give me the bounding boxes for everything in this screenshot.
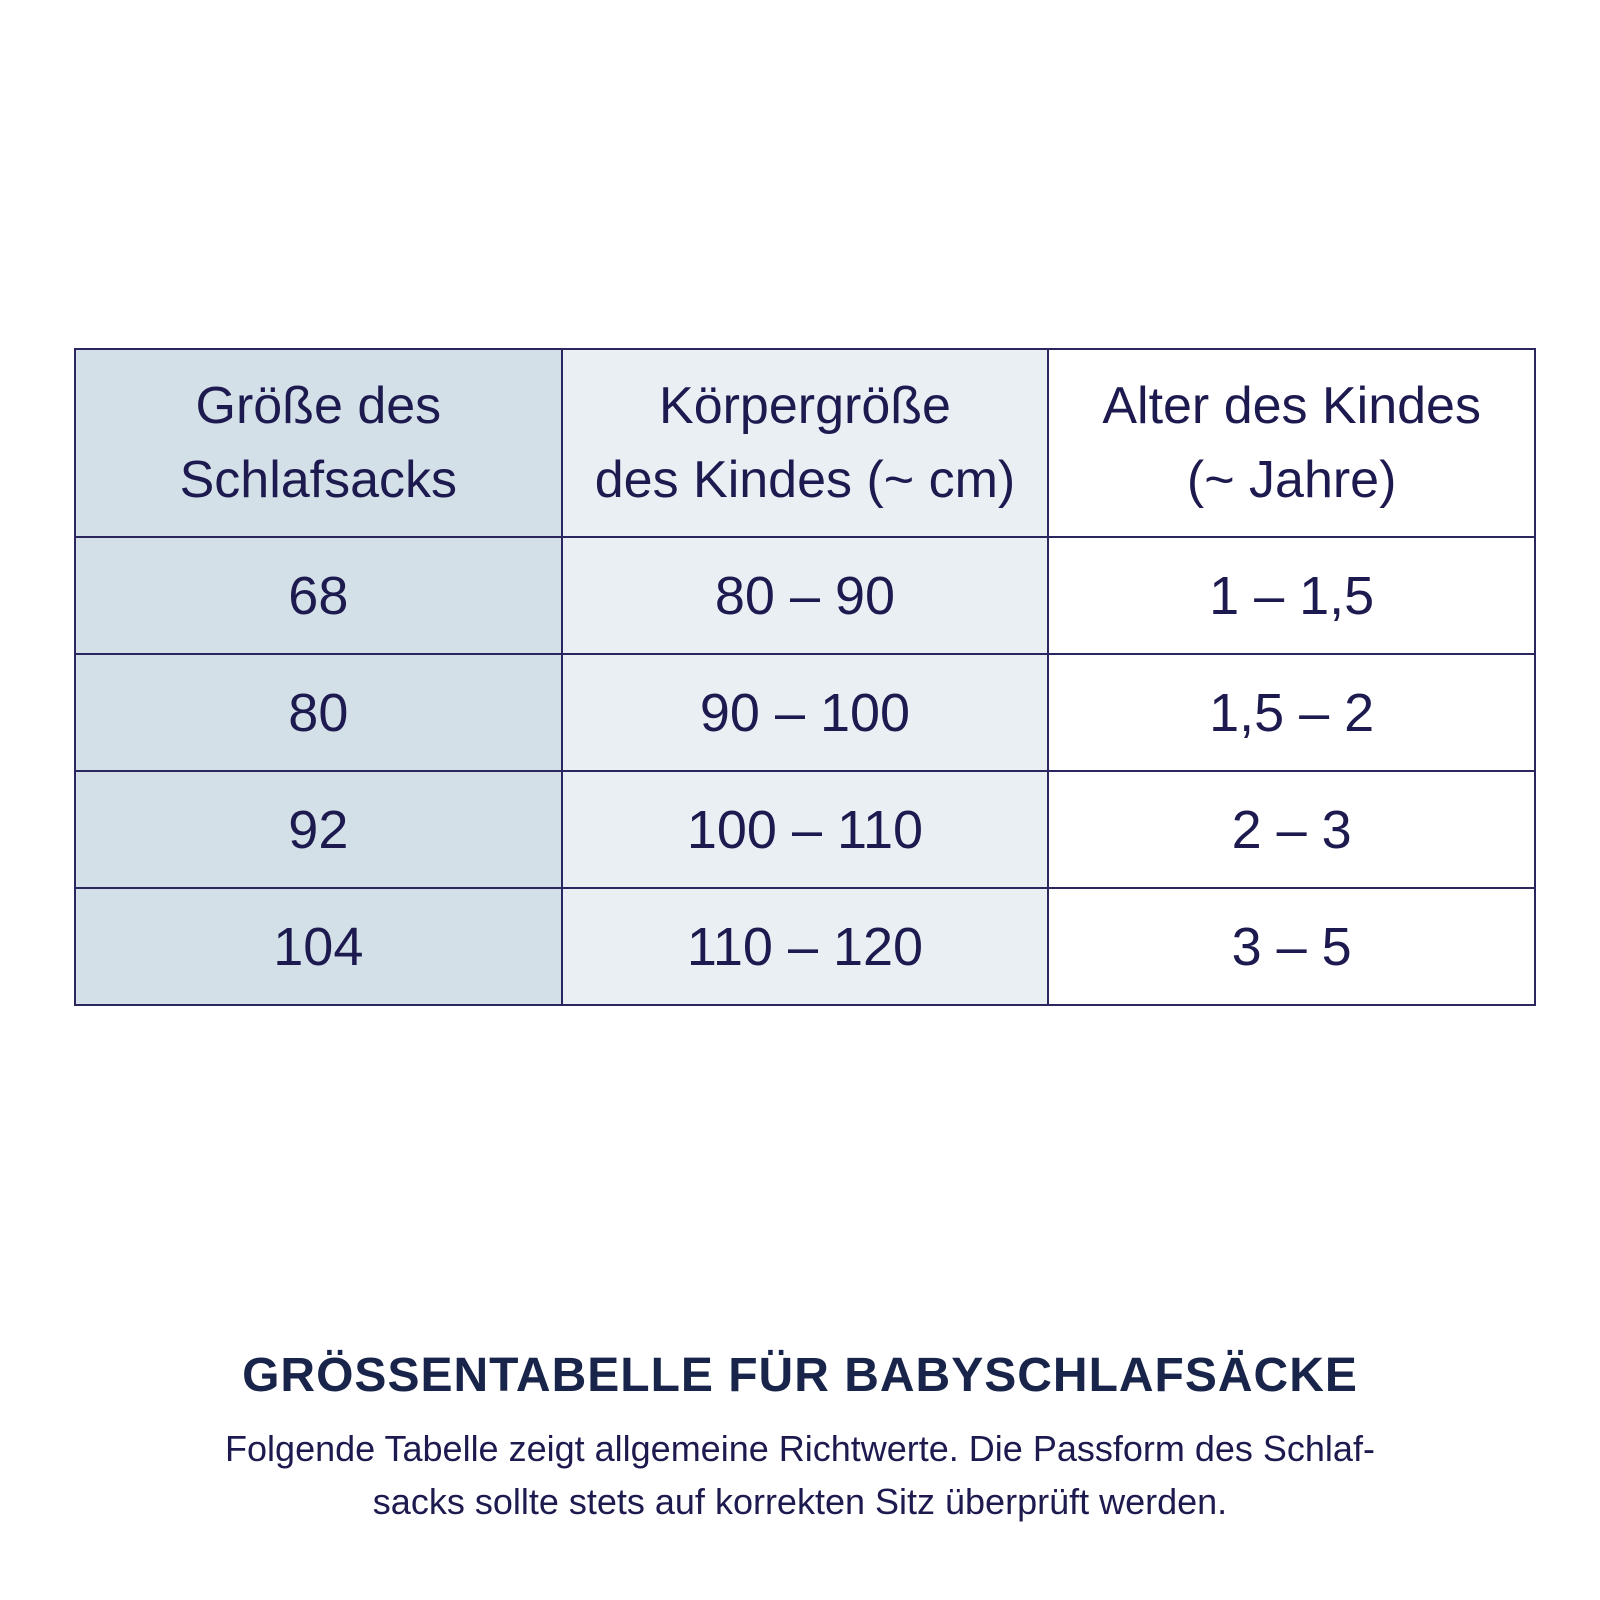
table-header-row: [75, 349, 1535, 537]
header-sleeping-bag-size: [75, 349, 562, 537]
header-line: des Kindes (~ cm): [594, 451, 1016, 509]
cell-age: 3 – 5: [1048, 888, 1535, 1005]
header-child-age: [1048, 349, 1535, 537]
table-row: [75, 771, 1535, 888]
cell-height: 90 – 100: [562, 654, 1049, 771]
cell-bag-size: 68: [75, 537, 562, 654]
cell-bag-size: 92: [75, 771, 562, 888]
size-chart-table: [74, 348, 1536, 1006]
header-line: (~ Jahre): [1186, 451, 1397, 509]
caption-text-line: Folgende Tabelle zeigt allgemeine Richtwerte. Die Passform des Schlaf-: [225, 1428, 1375, 1469]
table-row: [75, 654, 1535, 771]
cell-height: 110 – 120: [562, 888, 1049, 1005]
header-line: Größe des: [195, 377, 442, 435]
header-line: Körpergröße: [659, 377, 951, 435]
cell-age: 2 – 3: [1048, 771, 1535, 888]
cell-bag-size: 104: [75, 888, 562, 1005]
table-row: [75, 888, 1535, 1005]
cell-age: 1,5 – 2: [1048, 654, 1535, 771]
cell-age: 1 – 1,5: [1048, 537, 1535, 654]
header-line: Schlafsacks: [179, 451, 458, 509]
header-line: Alter des Kindes: [1102, 377, 1481, 435]
header-child-height: [562, 349, 1049, 537]
cell-bag-size: 80: [75, 654, 562, 771]
cell-height: 100 – 110: [562, 771, 1049, 888]
caption-text: [0, 1422, 1600, 1528]
cell-height: 80 – 90: [562, 537, 1049, 654]
caption-text-line: sacks sollte stets auf korrekten Sitz überprüft werden.: [372, 1481, 1228, 1522]
table-row: [75, 537, 1535, 654]
caption-title: GRÖSSENTABELLE FÜR BABYSCHLAFSÄCKE: [242, 1349, 1358, 1402]
